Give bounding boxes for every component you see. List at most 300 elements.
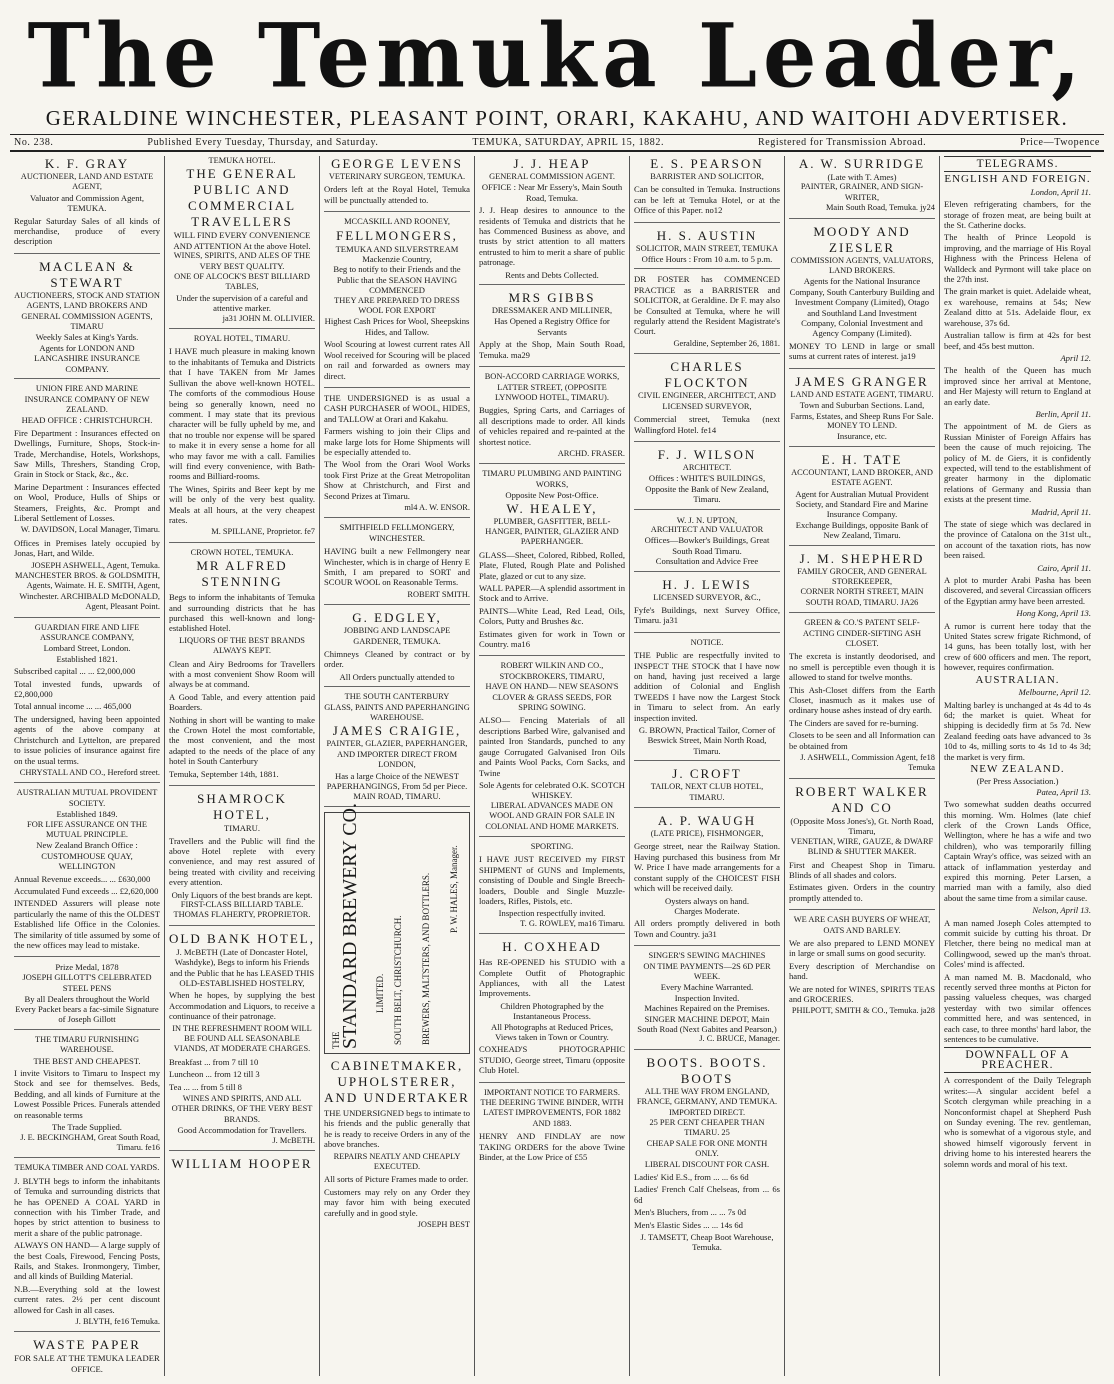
ad-text: PAINTER, GLAZIER, PAPERHANGER, AND IMPORTER DIRECT FROM LONDON, [326, 739, 468, 770]
ad-text: TEMUKA AND SILVERSTREAM Mackenzie Country, [335, 243, 459, 265]
dateline: Cairo, April 11. [1037, 562, 1091, 573]
ad-text: MONEY TO LEND in large or small sums at current rates of interest. ja19 [789, 340, 935, 362]
ad-text: Orders left at the Royal Hotel, Temuka will be punctually attended to. [324, 184, 470, 205]
ad-text: W. DAVIDSON, Local Manager, Timaru. [20, 525, 160, 535]
ad-heading: MOODY AND ZIESLER [813, 223, 911, 255]
ad-text: By all Dealers throughout the World [24, 993, 150, 1004]
ad-notice-brown [634, 638, 780, 761]
press-credit: (Per Press Association.) [976, 776, 1059, 787]
ad-text: PLUMBER, GASFITTER, BELL-HANGER, PAINTER, GLAZIER AND PAPERHANGER. [485, 516, 619, 547]
ad-text: The Cinders are saved for re-burning. [789, 717, 919, 728]
telegram-text: A man named M. B. Macdonald, who recently served three months at Picton for passing valueless cheques, was charged yesterday with two similar offences committed here, and was sentenced, in each case, to three months' hard labor, the sentences to be cumulative. [944, 971, 1091, 1045]
ad-text: Wool Scouring at lowest current rates All Wool received for Scouring will be placed on rail and forwarded as owners may direct. [324, 339, 470, 381]
ad-text: The Wool from the Orari Wool Works took First Prize at the Great Metropolitan Show at Christchurch, and First and Second Prizes at Timaru. [324, 459, 470, 501]
ad-heading: CHARLES FLOCKTON [664, 359, 750, 391]
ad-text: Geraldine, September 26, 1881. [673, 338, 780, 348]
ad-text: Luncheon ... from 12 till 3 [169, 1069, 260, 1080]
telegram-text: Two somewhat sudden deaths occurred this morning. Wm. Holmes (late chief clerk of the Crown Lands Office, Wellington, where he has a wife and two children), who was temporarily filling Captain Wray's office, was seized with an attack of inflammation yesterday and expired this morning. Peter Larsen, a married man with a family, also died about the same time from a similar cause. [944, 799, 1091, 903]
ad-text: THE GENERAL PUBLIC AND COMMERCIAL TRAVELLERS [186, 166, 298, 230]
ad-text: J. BLYTH, fe16 Temuka. [75, 1317, 160, 1326]
ad-text: TAILOR, NEXT CLUB HOTEL, TIMARU. [650, 782, 764, 802]
ad-text: Men's Bluchers, from ... ... 7s 0d [634, 1207, 747, 1218]
ad-cabinetmaker [324, 1058, 470, 1234]
ad-text: FOR SALE AT THE TEMUKA LEADER OFFICE. [14, 1353, 160, 1374]
ad-text: (LATE PRICE), FISHMONGER, [650, 829, 764, 839]
ad-text: Beg to notify to their Friends and the Public that the SEASON HAVING COMMENCED [333, 264, 461, 296]
ad-heading: BON-ACCORD CARRIAGE WORKS, LATTER STREET, (OPPOSITE LYNWOOD HOTEL, TIMARU). [484, 372, 620, 402]
ad-jm-shepherd [789, 551, 935, 614]
ad-ap-waugh [634, 813, 780, 946]
ad-text: Lombard Street, London. [43, 643, 131, 654]
ad-upton [634, 515, 780, 572]
ad-text: LICENSED SURVEYOR, &C., [653, 592, 761, 602]
ad-heading: CABINETMAKER, UPHOLSTERER, AND UNDERTAKER [324, 1057, 470, 1105]
telegram-text: Malting barley is unchanged at 4s 4d to 4s 6d; the market is quiet. Wheat for shipping is decidedly firm at 5s 7d. New Zealand feeding oats have advanced to 3s 10d to 4s, milling sorts to 4s 1d to 4s 3d; the market is very firm. [944, 699, 1091, 762]
ad-text: Good Accommodation for Travellers. [177, 1125, 307, 1136]
ad-text: THEY ARE PREPARED TO DRESS WOOL FOR EXPORT [334, 295, 460, 316]
telegram-text: The grain market is quiet. Adelaide wheat, ex warehouse, remains at 54s; New Zealand ditto at 51s. Adelaide flour, ex warehouse, 37s 6d. [944, 286, 1091, 328]
ad-heading: FELLMONGERS, [336, 227, 458, 243]
ad-heading: J. CROFT [672, 766, 742, 782]
ad-text: REPAIRS NEATLY AND CHEAPLY EXECUTED. [333, 1151, 461, 1171]
newspaper-title: The Temuka Leader, [27, 3, 1087, 108]
ad-heading: UNION FIRE AND MARINE INSURANCE COMPANY OF NEW ZEALAND. [24, 384, 150, 414]
ad-text: SOLICITOR, MAIN STREET, TEMUKA [635, 243, 779, 253]
ad-text: Inspection Invited. [674, 992, 740, 1003]
ad-text: Insurance, etc. [837, 431, 887, 442]
ad-text: Estimates given. Orders in the country promptly attended to. [789, 882, 935, 903]
ad-text: MR ALFRED STENNING [196, 558, 288, 590]
ad-text: 25 PER CENT CHEAPER THAN TIMARU. 25 [649, 1118, 765, 1138]
ad-heading: E. H. TATE [821, 451, 903, 467]
ad-bon-accord [479, 372, 625, 464]
ad-mrs-gibbs [479, 290, 625, 367]
ad-george-levens [324, 156, 470, 212]
ad-text: THE BEST AND CHEAPEST. [33, 1055, 141, 1066]
ad-text: ON TIME PAYMENTS—2S 6D PER WEEK. [643, 961, 771, 981]
ad-text: All Orders punctually attended to [339, 671, 455, 682]
ad-text: DR FOSTER has COMMENCED PRACTICE as a BARRISTER and SOLICITOR, at Geraldine. Dr F. may also be Consulted at Temuka, where he will regularly attend the Resident Magistrate's Court. [634, 274, 780, 337]
ad-text: Fire Department : Insurances effected on Dwellings, Furniture, Shops, Stock-in-Trade, Merchandise, Hotels, Workshops, Saw Mills, Threshers, Standing Crop, Grain in Stock or Stack, &c., &c. [14, 427, 160, 480]
ad-text: Fyfe's Buildings, next Survey Office, Timaru. ja31 [634, 604, 780, 626]
ad-old-bank-hotel [169, 931, 315, 1151]
ad-text: Only Liquors of the best brands are kept. [171, 889, 313, 900]
ad-text: The undersigned, having been appointed agents of the above company at Christchurch and Lyttelton, are prepared to issue policies of insurance against fire on the usual terms. [14, 713, 160, 766]
ad-text: ja31 JOHN M. OLLIVIER. [222, 313, 315, 323]
ad-text: This Ash-Closet differs from the Earth Closet, inasmuch as it makes use of ordinary house ashes instead of dry earth. [789, 684, 935, 716]
column-3 [320, 156, 475, 1376]
ad-union-fire [14, 384, 160, 618]
ad-text: COMMISSION AGENTS, VALUATORS, LAND BROKERS. [790, 255, 934, 276]
ad-text: ARCHD. FRASER. [557, 448, 625, 458]
ad-text: Established 1821. [56, 653, 118, 664]
ad-text: WALL PAPER—A splendid assortment in Stock and to Arrive. [479, 583, 625, 604]
header-rule-double [10, 150, 1104, 152]
ad-heading: ROYAL HOTEL, TIMARU. [193, 334, 291, 344]
ad-text: Views taken in Town or Country. [495, 1032, 609, 1043]
ad-text: WINES AND SPIRITS, AND ALL OTHER DRINKS, OF THE VERY BEST BRANDS. [171, 1094, 313, 1124]
ad-heading: K. F. GRAY [44, 156, 130, 171]
ad-text: Breakfast ... from 7 till 10 [169, 1056, 259, 1067]
ad-heading: BOOTS. BOOTS. BOOTS [646, 1054, 768, 1086]
article-text: A correspondent of the Daily Telegraph writes:—A singular accident befel a Scotch clergyman while preaching in a Nonconformist chapel at Shepherd Push on Sunday evening. The rev. gentleman, who is somewhat of a vigorous style, and showed himself vigorously fervent in driving home to his interested hearers the solemn words and moral of his text. [944, 1075, 1091, 1169]
ad-heading: OLD BANK HOTEL, [169, 930, 315, 946]
ad-text: Inspection respectfully invited. [498, 908, 606, 919]
ad-text: ALSO— Fencing Materials of all descriptions Barbed Wire, galvanised and painted Iron Standards, punched to any gauge Corrugated Galvanised Iron Oils and Paints Wool Packs, Corn Sacks, and Twine [479, 715, 625, 778]
ad-heading: SMITHFIELD FELLMONGERY, WINCHESTER. [339, 523, 455, 543]
ad-text: George street, near the Railway Station. Having purchased this business from Mr W. Price I have made arrangements for a constant supply of the CHOICEST FISH which will be received daily. [634, 841, 780, 894]
ad-text: GENERAL COMMISSION AGENT. [489, 172, 615, 181]
section-heading: ENGLISH AND FOREIGN. [944, 173, 1091, 186]
ad-heading: F. J. WILSON [657, 446, 757, 462]
ad-heading: W. HEALEY, [506, 500, 598, 516]
ad-text: M. SPILLANE, Proprietor. fe7 [211, 527, 315, 537]
ad-text: Farmers wishing to join their Clips and make large lots for Home Shipments will be especially attended to. [324, 426, 470, 457]
ad-text: Clean and Airy Bedrooms for Travellers with a most convenient Show Room will always be at command. [169, 658, 315, 690]
ad-heading: GEORGE LEVENS [331, 156, 463, 171]
ad-surridge [789, 156, 935, 219]
ad-text: TIMARU. [223, 823, 261, 834]
ad-temuka-hotel [169, 156, 315, 329]
ad-fellmongers [324, 217, 470, 388]
ad-text: Subscribed capital ... ... £2,000,000 [14, 666, 136, 677]
ad-text: HAVING built a new Fellmongery near Winchester, which is in charge of Henry E Smith, I am prepared to SORT and SCOUR WOOL on Reasonable Terms. [324, 546, 470, 588]
ad-text: CHRYSTALL AND CO., Hereford street. [19, 767, 160, 777]
ad-text: THE UNDERSIGNED is as usual a CASH PURCHASER of WOOL, HIDES, and TALLOW at Orari and Kakahu. [324, 392, 470, 424]
ad-text: ALL THE WAY FROM ENGLAND, FRANCE, GERMANY, AND TEMUKA. [636, 1086, 778, 1107]
ad-heading: ARCHITECT AND VALUATOR [650, 524, 764, 534]
ad-standard-brewery [324, 802, 470, 1054]
ad-text: PAINTER, GRAINER, AND SIGN-WRITER, [800, 182, 924, 202]
ad-shamrock-hotel [169, 791, 315, 926]
ad-singer-machines [634, 951, 780, 1050]
ad-text: Has Opened a Registry Office for Servants [494, 316, 610, 337]
telegram-text: A plot to murder Arabi Pasha has been discovered, and several Circassian officers of the Egyptian army have been arrested. [944, 575, 1091, 606]
ad-heading: TEMUKA TIMBER AND COAL YARDS. [14, 1163, 160, 1173]
ad-text: LIBERAL ADVANCES MADE ON WOOL AND GRAIN FOR SALE IN COLONIAL AND HOME MARKETS. [485, 800, 619, 831]
ad-text: The Wines, Spirits and Beer kept by me will be only of the very best quality. Meals at all hours, at the very cheapest rates. [169, 483, 315, 525]
ad-text: THE DEERING TWINE BINDER, WITH LATEST IMPROVEMENTS, FOR 1882 AND 1883. [480, 1098, 624, 1128]
ad-text: Charges Moderate. [674, 905, 740, 916]
ad-text: Exchange Buildings, opposite Bank of New Zealand, Timaru. [795, 519, 929, 541]
ad-text: I HAVE JUST RECEIVED my FIRST SHIPMENT of GUNS and Implements, consisting of Double and Single Breech-loaders, Double and Single Muzzle-loaders, Rifles, Pistols, etc. [479, 854, 625, 906]
ad-gray [14, 156, 160, 254]
ad-timber-coal-yards [14, 1163, 160, 1332]
ad-text: COXHEAD'S PHOTOGRAPHIC STUDIO, George street, Timaru (opposite Club Hotel. [479, 1044, 625, 1076]
ad-text: All sorts of Picture Frames made to order. [324, 1174, 469, 1185]
ad-dr-foster [634, 274, 780, 354]
ad-text: W. J. N. UPTON, [676, 514, 738, 525]
ad-text: Every Machine Warranted. [660, 982, 754, 993]
ad-text: ONE OF ALCOCK'S BEST BILLIARD TABLES, [174, 272, 310, 292]
ad-text: CHEAP SALE FOR ONE MONTH ONLY. [646, 1138, 768, 1159]
ad-text: J. McBETH. [272, 1135, 315, 1145]
ad-text: FOR LIFE ASSURANCE ON THE MUTUAL PRINCIPLE. [27, 819, 147, 839]
ad-text: LAND AND ESTATE AGENT, TIMARU. [790, 389, 934, 399]
ad-text: Oysters always on hand. [664, 895, 749, 906]
ad-text: IMPORTED DIRECT. [668, 1107, 746, 1117]
ad-text: Annual Revenue exceeds... ... £630,000 [14, 873, 151, 884]
article-heading: DOWNFALL OF A PREACHER. [944, 1047, 1091, 1074]
ad-text: Every Packet bears a fac-simile Signature of Joseph Gillott [15, 1004, 159, 1025]
ad-heading: A. P. WAUGH [657, 813, 757, 829]
ad-text: J. BLYTH begs to inform the inhabitants of Temuka and surrounding districts that he has OPENED A COAL YARD in connection with his Timber Trade, and hopes by strict attention to business to merit a share of the public patronage. [14, 1175, 160, 1238]
issue-date: TEMUKA, SATURDAY, APRIL 15, 1882. [472, 137, 665, 148]
ad-text: G. BROWN, Practical Tailor, Corner of Beswick Street, Main North Road, Timaru. [638, 725, 776, 756]
ad-text: LIBERAL DISCOUNT FOR CASH. [644, 1159, 770, 1169]
ad-es-pearson [634, 156, 780, 223]
ad-heading: WILLIAM HOOPER [171, 1156, 313, 1172]
ad-text: J. C. BRUCE, Manager. [699, 1034, 780, 1044]
ad-amp-society [14, 788, 160, 957]
ad-text: Offices—Bowker's Buildings, Great South Road Timaru. [644, 535, 770, 556]
ad-text: J. E. BECKINGHAM, Great South Road, Timaru. fe16 [20, 1132, 160, 1152]
ad-hs-austin [634, 228, 780, 270]
ad-text: T. G. ROWLEY, ma16 Timaru. [520, 918, 625, 928]
ad-text: OFFICE : Near Mr Essery's, Main South Road, Temuka. [481, 182, 623, 203]
ad-heading: IMPORTANT NOTICE TO FARMERS. [484, 1087, 620, 1097]
ad-heading: H. S. AUSTIN [656, 227, 758, 243]
telegram-text: A man named Joseph Coles attempted to commit suicide by cutting his throat. Dr Fletcher, there being no medical man at Collingwood, sewed up the man's throat. Coles' mind is affected. [944, 917, 1091, 970]
ad-text: HEAD OFFICE : CHRISTCHURCH. [21, 415, 153, 426]
ad-text: Begs to inform the inhabitants of Temuka and surrounding districts that he has purchased this well-known and long-established Hotel. [169, 592, 315, 634]
ad-text: Nothing in short will be wanting to make the Crown Hotel the most comfortable, the most convenient, and the most adapted to the needs of the place of any hotel in South Canterbury [169, 714, 315, 767]
ad-boots [634, 1055, 780, 1257]
ad-fj-wilson [634, 447, 780, 510]
ad-furnishing-warehouse [14, 1035, 160, 1158]
ad-text: INTENDED Assurers will please note particularly the name of this the OLDEST Established life Office in the Colonies. The similarity of title assumed by some of the new offices may lead to mistake. [14, 898, 160, 950]
ad-healey-plumbing [479, 469, 625, 656]
telegram-text: A rumor is current here today that the United States screw frigate Richmond, of 14 guns, has been totally lost, with her crew of 600 officers and men. The report, however, requires confirmation. [944, 620, 1091, 673]
ad-text: J. McBETH (Late of Doncaster Hotel, Washdyke), Begs to inform his Friends and the Public that he has LEASED THIS OLD-ESTABLISHED HOSTELRY, [169, 946, 315, 988]
ad-text: Under the supervision of a careful and attentive marker. [176, 292, 308, 314]
ad-ensor-wool [324, 393, 470, 518]
ad-text: Marine Department : Insurances effected on Wool, Produce, Hulls of Ships or Steamers, Freights, &c. Prompt and Liberal Settlement of Losses. [14, 481, 160, 523]
ad-text: Offices in Premises lately occupied by Jonas, Hart, and Wilde. [14, 537, 160, 559]
publication-schedule: Published Every Tuesday, Thursday, and Saturday. [147, 137, 379, 148]
ad-waste-paper [14, 1337, 160, 1376]
ad-text: Ladies' Kid E.S., from ... ... 6s 6d [634, 1172, 749, 1183]
ad-text: Regular Saturday Sales of all kinds of merchandise, produce of every description [14, 215, 160, 247]
ad-guardian [14, 623, 160, 784]
ad-text: Main South Road, Temuka. jy24 [825, 203, 935, 213]
ad-heading: JAMES CRAIGIE, [332, 723, 462, 739]
ad-heading: A. W. SURRIDGE [798, 156, 926, 171]
ad-heading: GUARDIAN FIRE AND LIFE ASSURANCE COMPANY, [34, 622, 140, 643]
ad-text: Has a large Choice of the NEWEST PAPERHANGINGS, From 5d per Piece. [326, 770, 468, 792]
ad-text: VENETIAN, WIRE, GAUZE, & DWARF BLIND & SHUTTER MAKER. [790, 836, 934, 857]
ad-text: Highest Cash Prices for Wool, Sheepskins Hides, and Tallow. [324, 316, 470, 337]
ad-moody-ziesler [789, 224, 935, 369]
dateline: Madrid, April 11. [1031, 506, 1091, 517]
ad-text: AUCTIONEERS, STOCK AND STATION AGENTS, LAND BROKERS AND GENERAL COMMISSION AGENTS, TIMARU [14, 290, 160, 332]
ad-text: Apply at the Shop, Main South Road, Temuka. ma29 [479, 339, 625, 360]
ad-text: ALWAYS ON HAND— A large supply of the best Coals, Firewood, Fencing Posts, Rails, and Stakes. Ironmongery, Timber, and all kinds of Building Material. [14, 1240, 160, 1282]
ad-text: Men's Elastic Sides ... ... 14s 6d [634, 1219, 743, 1230]
ad-heading: ROBERT WALKER AND CO [795, 783, 929, 815]
ad-william-hooper [169, 1156, 315, 1176]
ad-text: LIQUORS OF THE BEST BRANDS ALWAYS KEPT. [179, 635, 305, 656]
ad-text: THE Public are respectfully invited to INSPECT THE STOCK that I have now on hand, having just received a large addition of Colonial and English TWEEDS I have now the Largest Stock in Timaru to select from. An early inspection invited. [634, 650, 780, 723]
ad-heading: WASTE PAPER [33, 1337, 141, 1353]
ad-text: Total annual income ... ... 465,000 [14, 701, 132, 712]
ad-text: CORNER NORTH STREET, MAIN SOUTH ROAD, TIMARU. JA26 [800, 587, 924, 607]
ad-text: THE UNDERSIGNED begs to intimate to his friends and the public generally that he is ready to receive Orders in any of the above branches. [324, 1107, 470, 1150]
ad-text: JOSEPH BEST [417, 1219, 470, 1229]
ad-eh-tate [789, 452, 935, 546]
ad-heading: THE SOUTH CANTERBURY [344, 692, 450, 702]
ad-j-croft [634, 766, 780, 808]
ad-text: MONEY TO LEND. [827, 420, 897, 430]
ad-text: Ladies' French Calf Chelseas, from ... 6s 6d [634, 1184, 780, 1205]
ad-heading: CROWN HOTEL, TEMUKA. [190, 547, 294, 557]
ad-text: Closets to be seen and all Information can be obtained from [789, 730, 935, 751]
brewery-text: SOUTH BELT, CHRISTCHURCH. [393, 915, 403, 1045]
ad-text: Buggies, Spring Carts, and Carriages of all descriptions made to order. All kinds of vehicles repaired and re-painted at the shortest notice. [479, 405, 625, 447]
telegram-text: The appointment of M. de Giers as Russian Minister of Foreign Affairs has been the cause of much rejoicing. The policy of M. de Giers, it is confidently expected, will tend to the establishment of greater harmony in the diplomatic relations of Germany and Russia than exists at the present time. [944, 421, 1091, 505]
ad-heading: G. EDGLEY, [352, 610, 442, 626]
ad-heading: GREEN & CO.'S PATENT SELF-ACTING CINDER-SIFTING ASH CLOSET. [802, 618, 922, 648]
ad-text: ml4 A. W. ENSOR. [404, 502, 470, 512]
brewery-name: STANDARD BREWERY CO. [339, 802, 361, 1049]
ad-text: I HAVE much pleasure in making known to the inhabitants of Temuka and Districts that I have TAKEN from Mr James Sullivan the above well-known HOTEL. The comforts of the commodious House being so generally known, need no comment. I may state that its previous character will be fully upheld by me, and that no trouble nor expense will be spared to make it in every sense a home for all who may favor me with a call. Families will find every convenience, with Bath-rooms and Billiard-rooms. [169, 346, 315, 482]
ad-text: VETERINARY SURGEON, TEMUKA. [328, 172, 466, 181]
masthead [10, 3, 1104, 130]
ad-heading: SPORTING. [530, 841, 574, 851]
dateline: Melbourne, April 12. [1018, 687, 1091, 698]
ad-text: Rents and Debts Collected. [505, 269, 599, 280]
ad-text: Chimneys Cleaned by contract or by order. [324, 649, 470, 670]
ad-south-canterbury-glass [324, 692, 470, 807]
ad-text: HAVE ON HAND— NEW SEASON'S CLOVER & GRASS SEEDS, FOR SPRING SOWING. [485, 682, 619, 713]
ad-heading: SHAMROCK HOTEL, [197, 791, 287, 823]
dateline: Berlin, April 11. [1035, 408, 1091, 419]
ad-text: All orders promptly delivered in both Town and Country. ja31 [634, 918, 780, 939]
ad-text: PAINTS—White Lead, Red Lead, Oils, Colors, Putty and Brushes &c. [479, 605, 625, 627]
dateline: Nelson, April 13. [1032, 905, 1091, 916]
ad-text: MAIN ROAD, TIMARU. [353, 791, 441, 801]
ad-text: Every description of Merchandise on hand. [789, 960, 935, 982]
ad-text: N.B.—Everything sold at the lowest current rates. 2½ per cent discount allowed for Cash in all cases. [14, 1283, 160, 1315]
ad-sporting [479, 842, 625, 934]
ad-text: IN THE REFRESHMENT ROOM WILL BE FOUND ALL SEASONABLE VIANDS, AT MODERATE CHARGES. [172, 1023, 312, 1054]
ad-text: Tea ... ... from 5 till 8 [169, 1081, 242, 1092]
ad-text: Commercial street, Temuka (next Wallingford Hotel. fe14 [634, 414, 780, 435]
ad-text: DRESSMAKER AND MILLINER, [491, 306, 613, 316]
issue-info-line [10, 137, 1104, 148]
ad-text: Consultation and Advice Free [655, 556, 759, 567]
ad-text: Prize Medal, 1878 [55, 962, 119, 973]
ad-james-granger [789, 374, 935, 447]
column-1 [10, 156, 165, 1376]
ad-text: GLASS—Sheet, Colored, Ribbed, Rolled, Plate, Fluted, Rough Plate and Polished Plate, glazed or cut to any size. [479, 549, 625, 581]
columns [10, 156, 1104, 1376]
ad-text: Accumulated Fund exceeds ... £2,620,000 [14, 885, 159, 896]
ad-text: First and Cheapest Shop in Timaru. Blinds of all shades and colors. [789, 859, 935, 880]
ad-text: WINES, SPIRITS, AND ALES OF THE VERY BEST QUALITY. [173, 251, 311, 271]
ad-text: CIVIL ENGINEER, ARCHITECT, AND LICENSED SURVEYOR, [638, 391, 776, 411]
dateline: Hong Kong, April 13. [1016, 608, 1091, 619]
ad-heading: ROBERT WILKIN AND CO., STOCKBROKERS, TIMARU, [499, 661, 605, 681]
ad-flockton [634, 359, 780, 442]
ad-text: STEEL PENS [62, 983, 112, 994]
ad-text: JOSEPH ASHWELL, Agent, Temuka. MANCHESTER BROS. & GOLDSMITH, Agents, Waimate. H. E. SMITH, Agent, Winchester. ARCHIBALD McDONALD, Agent, Pleasant Point. [15, 560, 160, 612]
ad-maclean-stewart [14, 259, 160, 379]
dateline: Patea, April 13. [1036, 786, 1091, 797]
ad-jj-heap [479, 156, 625, 285]
ad-text: HENRY AND FINDLAY are now TAKING ORDERS for the above Twine Binder, at the Low Price of £55 [479, 1131, 625, 1163]
issue-price: Price—Twopence [1020, 137, 1100, 148]
ad-text: Can be consulted in Temuka. Instructions can be left at Temuka Hotel, or at the Office of this Paper. no12 [634, 184, 780, 216]
ad-robert-wilkin [479, 661, 625, 837]
ad-text: Agents for the National Insurance Company, South Canterbury Building and Investment Company (Limited), Otago and Southland Land Investment Company, Colonial Investment and Agency Company (Limited). [789, 276, 935, 339]
newspaper-subtitle: GERALDINE WINCHESTER, PLEASANT POINT, ORARI, KAKAHU, AND WAITOHI ADVERTISER. [45, 106, 1069, 130]
ad-text: J. ASHWELL, Commission Agent, fe18 Temuka [800, 753, 935, 773]
ad-text: New Zealand Branch Office : CUSTOMHOUSE QUAY, WELLINGTON [36, 840, 138, 872]
header-rule [10, 134, 1104, 135]
ad-heading: MACLEAN & STEWART [39, 258, 135, 290]
ad-text: SINGER MACHINE DEPOT, Main South Road (Next Gabites and Pearson,) [637, 1013, 777, 1034]
telegram-text: The state of siege which was declared in the province of Catalona on the 31st ult., on account of the taxation riots, has now been raised. [944, 519, 1091, 561]
ad-text: ARCHITECT. [682, 462, 732, 472]
ad-text: Machines Repaired on the Premises. [644, 1003, 770, 1014]
ad-text: A Good Table, and every attention paid Boarders. [169, 691, 315, 713]
ad-heading: WE ARE CASH BUYERS OF WHEAT, OATS AND BARLEY. [793, 915, 931, 935]
ad-text: Estimates given for work in Town or Country. ma16 [479, 628, 625, 650]
ad-text: J. TAMSETT, Cheap Boot Warehouse, Temuka. [640, 1232, 774, 1253]
ad-text: Offices : WHITE'S BUILDINGS, Opposite the Bank of New Zealand, Timaru. [645, 473, 769, 505]
ad-crown-hotel [169, 548, 315, 786]
ad-heading: THE TIMARU FURNISHING WAREHOUSE. [34, 1034, 140, 1055]
telegram-text: The health of the Queen has much improved since her arrival at Mentone, and Her Majesty will return to England at an early date. [944, 365, 1091, 407]
ad-text: Travellers and the Public will find the above Hotel replete with every convenience, and may rest assured of being treated with civility and receiving every attention. [169, 835, 315, 888]
issue-number: No. 238. [14, 137, 54, 148]
ad-heading: SINGER'S SEWING MACHINES [648, 951, 766, 961]
column-2 [165, 156, 320, 1376]
ad-text: The Trade Supplied. [52, 1122, 122, 1133]
column-7-telegrams [940, 156, 1095, 1376]
ad-heading: TEMUKA HOTEL. [208, 156, 276, 165]
telegram-text: The health of Prince Leopold is improving, and the marriage of His Royal Highness with the Princess Helena of Walldeck and Pyrmont will take place on the 27th inst. [944, 232, 1091, 285]
ad-ash-closet [789, 618, 935, 779]
ad-smithfield-fellmongery [324, 523, 470, 605]
ad-heading: NOTICE. [690, 637, 724, 647]
ad-text: Has RE-OPENED his STUDIO with a Complete Outfit of Photographic Appliances, with all the Latest Improvements. [479, 957, 625, 999]
ad-heading: JAMES GRANGER [795, 373, 929, 389]
ad-text: Sole Agents for celebrated O.K. SCOTCH WHISKEY. [479, 779, 625, 801]
column-4 [475, 156, 630, 1376]
ad-text: We are also prepared to LEND MONEY in large or small sums on good security. [789, 937, 935, 959]
telegram-text: Eleven refrigerating chambers, for the storage of frozen meat, are being built at the St. Catherine docks. [944, 199, 1091, 231]
ad-royal-hotel [169, 334, 315, 543]
section-heading: AUSTRALIAN. [975, 673, 1060, 686]
ad-gillott-pens [14, 962, 160, 1029]
ad-robert-walker [789, 784, 935, 910]
ad-heading: E. S. PEARSON [650, 156, 764, 171]
column-6 [785, 156, 940, 1376]
ad-text: Agents for LONDON AND LANCASHIRE INSURANCE COMPANY. [34, 342, 140, 374]
ad-text: Office Hours : From 10 a.m. to 5 p.m. [641, 254, 773, 265]
ad-farmers-notice [479, 1088, 625, 1169]
ad-text: Customers may rely on any Order they may favor him with being executed carefully and in good style. [324, 1186, 470, 1218]
ad-text: GLASS, PAINTS AND PAPERHANGING WAREHOUSE. [324, 702, 470, 723]
ad-heading: AUSTRALIAN MUTUAL PROVIDENT SOCIETY. [16, 788, 158, 808]
ad-text: (Opposite Moss Jones's), Gt. North Road, Timaru, [790, 815, 934, 837]
telegram-text: Australian tallow is firm at 42s for best beef, and 45s best mutton. [944, 330, 1091, 351]
ad-text: Opposite New Post-Office. [505, 490, 599, 501]
ad-text: (Late with T. Ames) [827, 172, 897, 182]
ad-text: Weekly Sales at King's Yards. [35, 332, 139, 343]
